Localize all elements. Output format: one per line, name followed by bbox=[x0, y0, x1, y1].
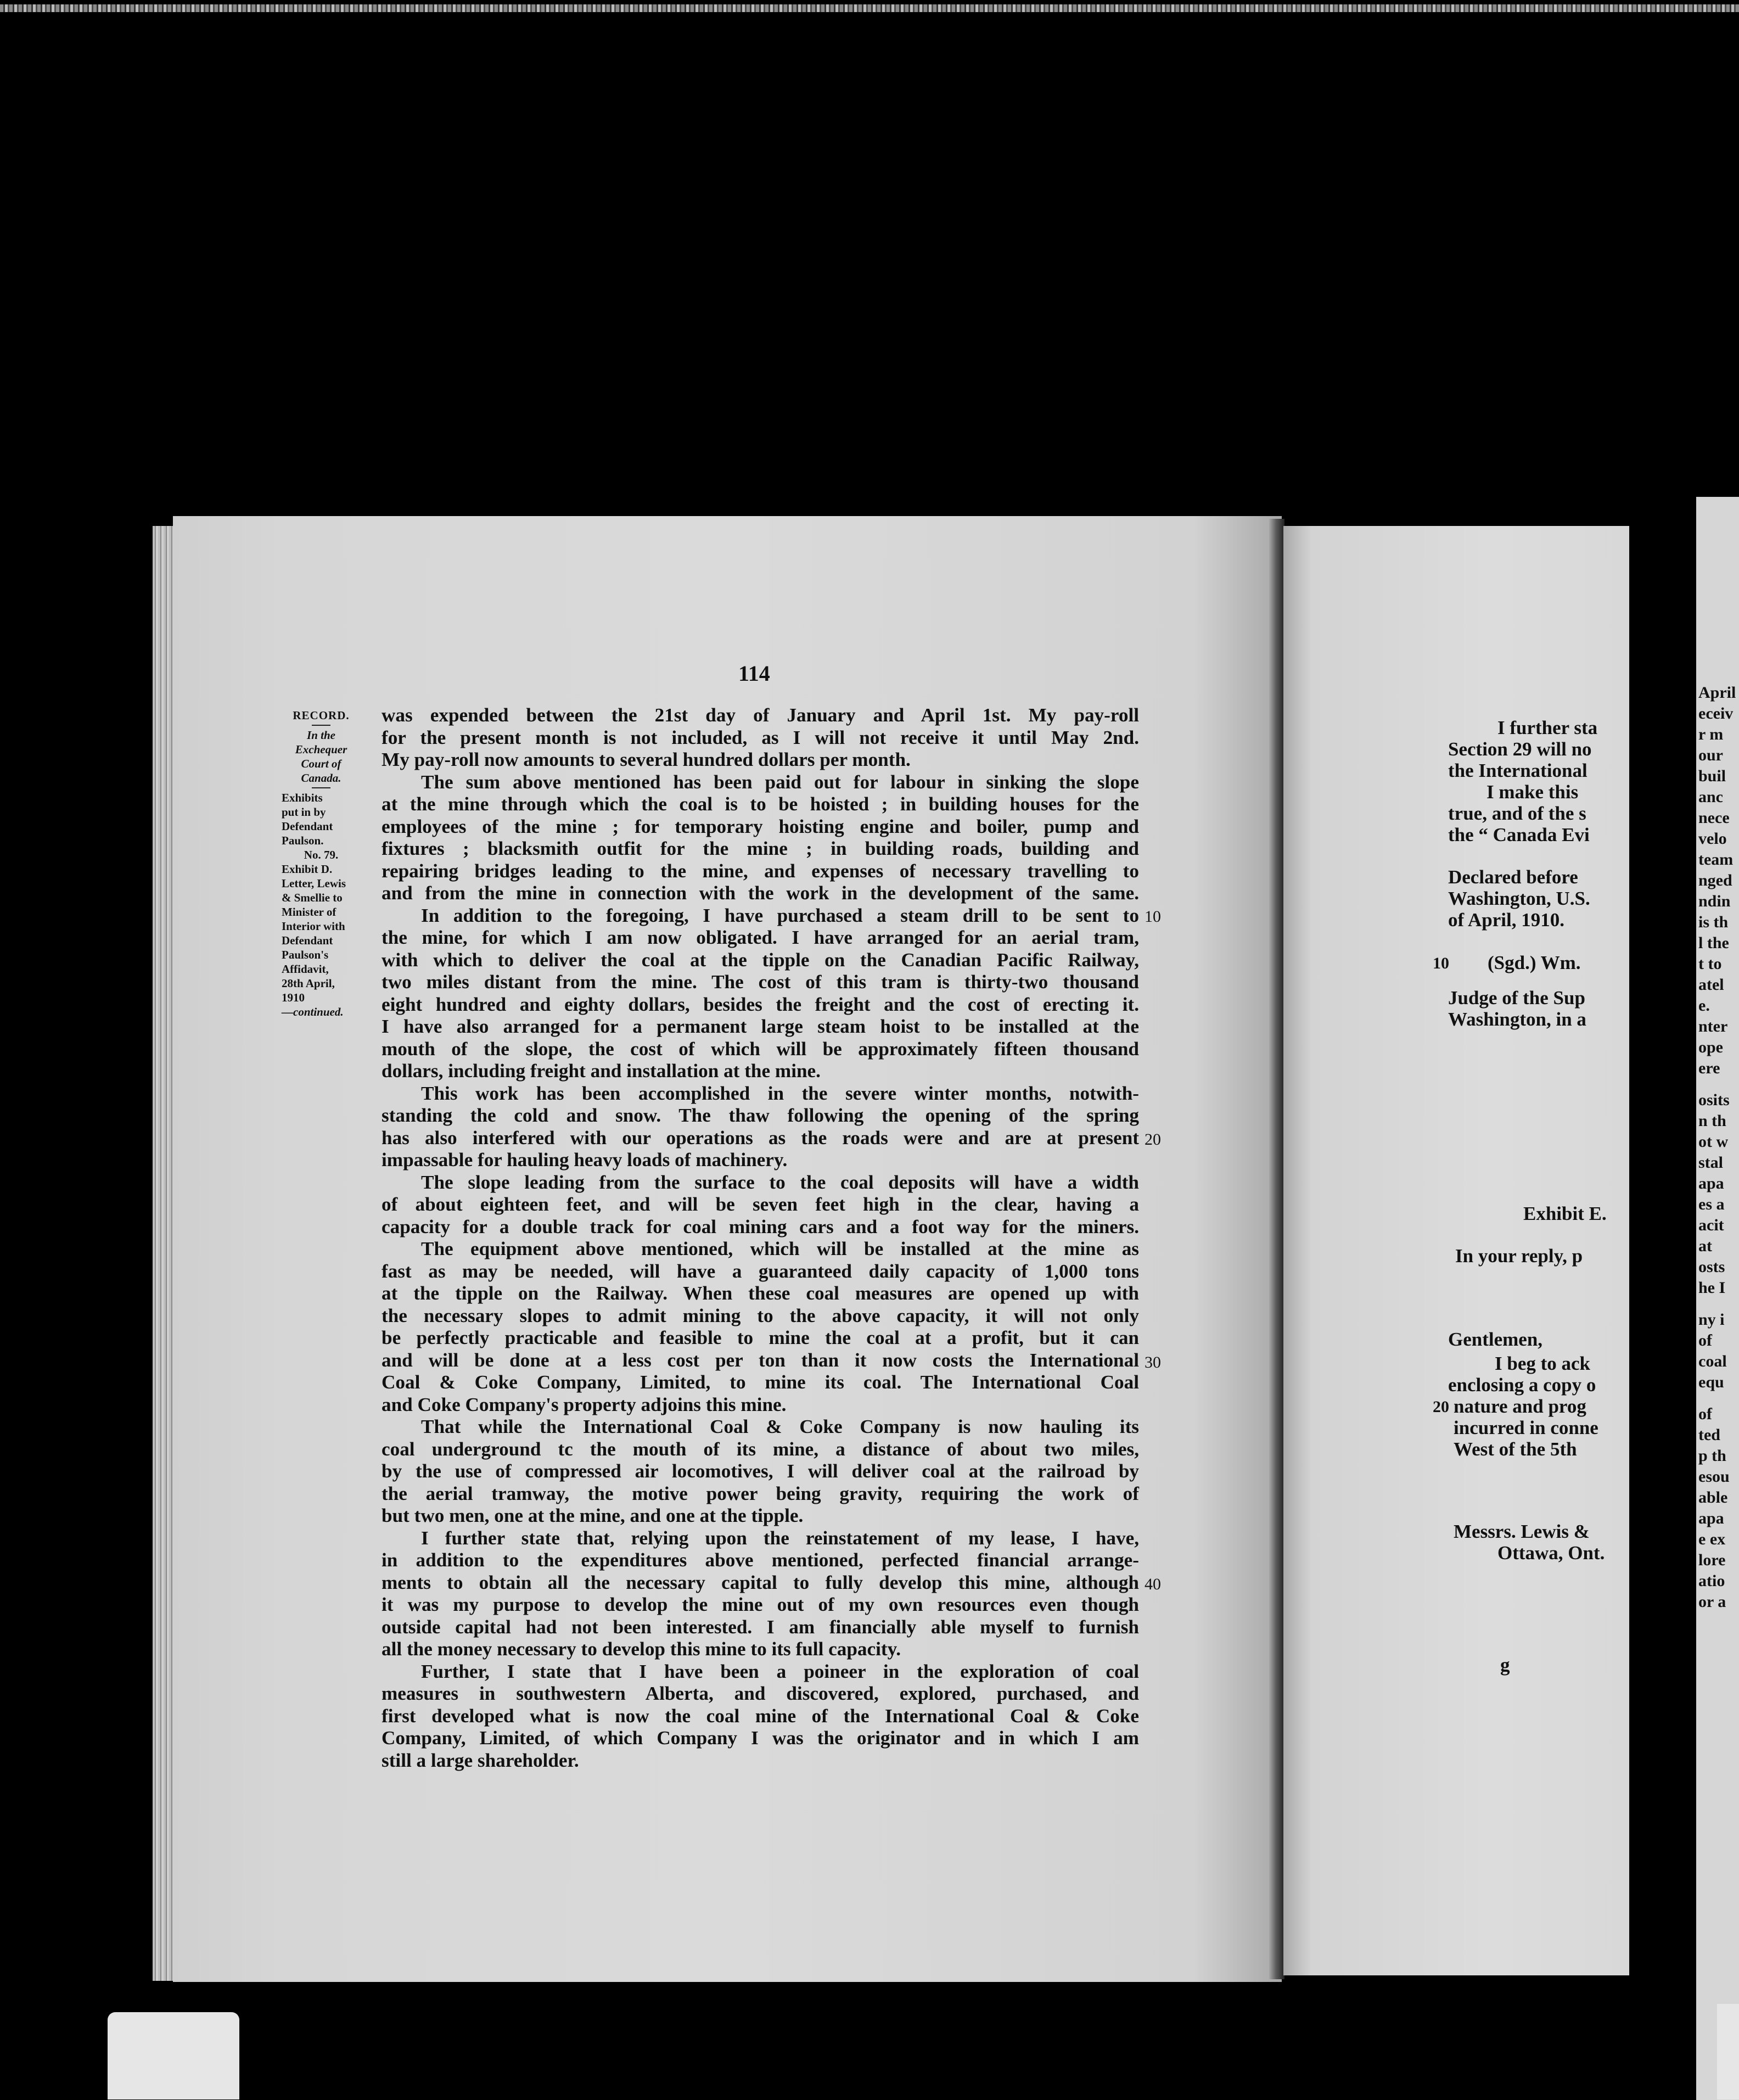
far-page-fragment: n th bbox=[1698, 1112, 1726, 1130]
right-page-line: I further sta bbox=[1497, 717, 1598, 738]
text-line: measures in southwestern Alberta, and discovered, explored, purchased, and bbox=[382, 1683, 1139, 1704]
text-line: fixtures ; blacksmith outfit for the mine ; in building roads, building and bbox=[382, 838, 1139, 859]
text-line: two miles distant from the mine. The cost of this tram is thirty-two thousand bbox=[382, 971, 1139, 993]
body-text bbox=[382, 704, 1139, 1772]
far-page-fragment: at bbox=[1698, 1237, 1712, 1255]
far-page-fragment: r m bbox=[1698, 725, 1724, 743]
far-page-fragment: acit bbox=[1698, 1216, 1724, 1234]
scan-edge-strip bbox=[0, 4, 1739, 12]
right-page-line: Judge of the Sup bbox=[1448, 987, 1585, 1009]
text-line: it was my purpose to develop the mine out of my own resources even though bbox=[382, 1594, 1139, 1615]
text-line: dollars, including freight and installation at the mine. bbox=[382, 1060, 821, 1082]
far-page-fragment: ny i bbox=[1698, 1311, 1725, 1329]
far-page-fragment: of bbox=[1698, 1405, 1712, 1423]
margin-note-exhibit-line: Exhibits bbox=[282, 791, 323, 804]
text-line: repairing bridges leading to the mine, and expenses of necessary travelling to bbox=[382, 860, 1139, 882]
far-page-fragment: ted bbox=[1698, 1426, 1720, 1444]
margin-note-exhibit-line: put in by bbox=[282, 805, 326, 819]
text-line: for the present month is not included, as I will not receive it until May 2nd. bbox=[382, 726, 1139, 748]
bottom-card-right bbox=[1717, 2004, 1739, 2099]
far-page-fragment: stal bbox=[1698, 1153, 1723, 1172]
right-page bbox=[1283, 526, 1629, 1975]
line-number: 20 bbox=[1145, 1130, 1161, 1149]
margin-note-record: RECORD. bbox=[293, 709, 350, 722]
right-page-line: the International bbox=[1448, 760, 1587, 781]
margin-note-exhibit-line: 1910 bbox=[282, 991, 305, 1004]
line-number: 10 bbox=[1145, 908, 1161, 926]
right-page-line: Gentlemen, bbox=[1448, 1329, 1543, 1350]
text-line: That while the International Coal & Coke Company is now hauling its bbox=[421, 1416, 1139, 1437]
text-line: in addition to the expenditures above mentioned, perfected financial arrange- bbox=[382, 1549, 1139, 1571]
right-page-line: incurred in conne bbox=[1454, 1417, 1598, 1438]
right-page-line: I make this bbox=[1486, 781, 1579, 803]
far-page-fragment: osts bbox=[1698, 1258, 1725, 1276]
far-page-fragment: ere bbox=[1698, 1059, 1720, 1077]
text-line: In addition to the foregoing, I have purchased a steam drill to be sent to bbox=[421, 904, 1139, 926]
text-line: the aerial tramway, the motive power being gravity, requiring the work of bbox=[382, 1482, 1139, 1504]
text-line: still a large shareholder. bbox=[382, 1749, 579, 1771]
margin-note-exhibit-line: No. 79. bbox=[304, 848, 339, 861]
far-page-fragment: nece bbox=[1698, 809, 1730, 827]
far-page-fragment: atel bbox=[1698, 976, 1724, 994]
text-line: The equipment above mentioned, which will be installed at the mine as bbox=[421, 1238, 1139, 1259]
far-page-fragment: e ex bbox=[1698, 1530, 1726, 1548]
right-page-line: of April, 1910. bbox=[1448, 909, 1564, 931]
far-page-fragment: lore bbox=[1698, 1551, 1726, 1569]
text-line: capacity for a double track for coal mining cars and a foot way for the miners. bbox=[382, 1216, 1139, 1237]
margin-rule bbox=[312, 787, 330, 788]
text-line: outside capital had not been interested. I am financially able myself to furnish bbox=[382, 1616, 1139, 1638]
text-line: I further state that, relying upon the reinstatement of my lease, I have, bbox=[421, 1527, 1139, 1549]
far-page-fragment: anc bbox=[1698, 788, 1723, 806]
far-page-fragment: equ bbox=[1698, 1373, 1724, 1391]
far-page-fragment: apa bbox=[1698, 1509, 1724, 1527]
text-line: employees of the mine ; for temporary hoisting engine and boiler, pump and bbox=[382, 815, 1139, 837]
far-page-fragment: of bbox=[1698, 1331, 1712, 1349]
page-stack-edge bbox=[153, 526, 175, 1981]
far-page-fragment: able bbox=[1698, 1488, 1728, 1507]
margin-note bbox=[277, 708, 365, 1019]
margin-note-exhibit-line: Exhibit D. bbox=[282, 863, 333, 876]
text-line: Company, Limited, of which Company I was the originator and in which I am bbox=[382, 1727, 1139, 1749]
far-page-fragment: our bbox=[1698, 746, 1723, 764]
right-page-line: Washington, U.S. bbox=[1448, 888, 1590, 909]
text-line: This work has been accomplished in the severe winter months, notwith- bbox=[421, 1082, 1139, 1104]
page-number: 114 bbox=[738, 661, 770, 686]
text-line: with which to deliver the coal at the tipple on the Canadian Pacific Railway, bbox=[382, 949, 1139, 971]
margin-note-exhibit-line: 28th April, bbox=[282, 977, 335, 990]
text-line: Coal & Coke Company, Limited, to mine its coal. The International Coal bbox=[382, 1371, 1139, 1393]
far-page-fragment: eceiv bbox=[1698, 704, 1734, 723]
far-page-fragment: es a bbox=[1698, 1195, 1725, 1213]
right-line-number: 10 bbox=[1433, 954, 1449, 972]
text-line: eight hundred and eighty dollars, besides the freight and the cost of erecting it. bbox=[382, 993, 1139, 1015]
text-line: The sum above mentioned has been paid out for labour in sinking the slope bbox=[421, 771, 1139, 793]
far-page-fragment: is th bbox=[1698, 913, 1729, 931]
right-line-number: 20 bbox=[1433, 1398, 1449, 1416]
text-line: by the use of compressed air locomotives, I will deliver coal at the railroad by bbox=[382, 1460, 1139, 1482]
far-page-fragment: t to bbox=[1698, 955, 1722, 973]
far-page-fragment: buil bbox=[1698, 767, 1726, 785]
margin-note-exhibit-line: Letter, Lewis bbox=[282, 877, 346, 890]
right-page-line: Ottawa, Ont. bbox=[1497, 1542, 1605, 1564]
far-page-fragment: apa bbox=[1698, 1174, 1724, 1192]
text-line: the necessary slopes to admit mining to the above capacity, it will not only bbox=[382, 1304, 1139, 1326]
margin-note-exhibit-line: Affidavit, bbox=[282, 962, 329, 976]
margin-note-exhibit-line: Paulson. bbox=[282, 834, 324, 847]
margin-note-exhibit-line: Defendant bbox=[282, 820, 333, 833]
text-line: ments to obtain all the necessary capital to fully develop this mine, although bbox=[382, 1571, 1139, 1593]
far-page-fragment: he I bbox=[1698, 1279, 1726, 1297]
text-line: and from the mine in connection with the work in the development of the same. bbox=[382, 882, 1139, 904]
margin-note-court-line: Court of bbox=[301, 757, 341, 770]
far-page-fragment: April bbox=[1698, 684, 1736, 702]
far-page-fragment: ndin bbox=[1698, 892, 1731, 910]
bottom-card bbox=[108, 2012, 239, 2099]
far-page-fragment: ot w bbox=[1698, 1133, 1729, 1151]
margin-note-exhibit-line: Paulson's bbox=[282, 948, 329, 961]
far-page-fragment: or a bbox=[1698, 1593, 1726, 1611]
right-page-line: enclosing a copy o bbox=[1448, 1374, 1596, 1396]
right-page-line: In your reply, p bbox=[1455, 1245, 1583, 1267]
right-page-line: West of the 5th bbox=[1454, 1438, 1577, 1460]
line-number: 40 bbox=[1145, 1575, 1161, 1593]
text-line: at the mine through which the coal is to be hoisted ; in building houses for the bbox=[382, 793, 1139, 815]
right-page-line: Washington, in a bbox=[1448, 1009, 1586, 1030]
far-page-fragment: atio bbox=[1698, 1572, 1725, 1590]
exhibit-heading: Exhibit E. bbox=[1523, 1203, 1607, 1224]
far-page-fragment: ope bbox=[1698, 1038, 1723, 1056]
margin-note-exhibit-line: Defendant bbox=[282, 934, 333, 947]
right-page-line: (Sgd.) Wm. bbox=[1488, 952, 1581, 973]
book-gutter bbox=[1268, 519, 1284, 1979]
text-line: and will be done at a less cost per ton than it now costs the International bbox=[382, 1349, 1139, 1371]
far-page-fragment: p th bbox=[1698, 1447, 1726, 1465]
text-line: be perfectly practicable and feasible to mine the coal at a profit, but it can bbox=[382, 1327, 1139, 1348]
right-page-line: Messrs. Lewis & bbox=[1454, 1521, 1590, 1542]
far-page-fragment: osits bbox=[1698, 1091, 1730, 1109]
text-line: Further, I state that I have been a poineer in the exploration of coal bbox=[421, 1660, 1139, 1682]
right-page-line: Section 29 will no bbox=[1448, 738, 1592, 760]
far-page-fragment: esou bbox=[1698, 1468, 1730, 1486]
far-page-fragment: velo bbox=[1698, 830, 1727, 848]
right-page-line: the “ Canada Evi bbox=[1448, 824, 1590, 845]
margin-note-exhibit-line: Interior with bbox=[282, 920, 345, 933]
text-line: standing the cold and snow. The thaw following the opening of the spring bbox=[382, 1105, 1139, 1126]
right-page-line: I beg to ack bbox=[1495, 1353, 1591, 1374]
far-page-fragment: l the bbox=[1698, 934, 1729, 952]
text-line: I have also arranged for a permanent large steam hoist to be installed at the bbox=[382, 1016, 1139, 1037]
far-page bbox=[1696, 497, 1739, 2100]
text-line: The slope leading from the surface to the coal deposits will have a width bbox=[421, 1171, 1139, 1193]
text-line: of about eighteen feet, and will be seven feet high in the clear, having a bbox=[382, 1194, 1139, 1215]
text-line: mouth of the slope, the cost of which will be approximately fifteen thousand bbox=[382, 1038, 1139, 1060]
text-line: has also interfered with our operations as the roads were and are at present bbox=[382, 1127, 1139, 1149]
text-line: and Coke Company's property adjoins this mine. bbox=[382, 1393, 787, 1415]
right-page-mark: g bbox=[1500, 1654, 1510, 1676]
text-line: impassable for hauling heavy loads of machinery. bbox=[382, 1149, 788, 1171]
text-line: first developed what is now the coal mine of the International Coal & Coke bbox=[382, 1705, 1139, 1727]
far-page-fragment: e. bbox=[1698, 996, 1710, 1015]
right-page-line: true, and of the s bbox=[1448, 803, 1586, 824]
right-page-line: Declared before bbox=[1448, 866, 1578, 888]
margin-note-court-line: In the bbox=[307, 729, 335, 742]
text-line: My pay-roll now amounts to several hundred dollars per month. bbox=[382, 749, 911, 770]
far-page-fragment: team bbox=[1698, 850, 1734, 869]
text-line: fast as may be needed, will have a guaranteed daily capacity of 1,000 tons bbox=[382, 1260, 1139, 1282]
line-number: 30 bbox=[1145, 1353, 1161, 1371]
text-line: coal underground tc the mouth of its mine, a distance of about two miles, bbox=[382, 1438, 1139, 1460]
margin-note-exhibit-line: Minister of bbox=[282, 905, 336, 919]
far-page-fragment: nged bbox=[1698, 871, 1732, 889]
text-line: was expended between the 21st day of January and April 1st. My pay-roll bbox=[382, 704, 1139, 726]
far-page-fragment: nter bbox=[1698, 1017, 1728, 1035]
far-page-fragment: coal bbox=[1698, 1352, 1727, 1370]
text-line: all the money necessary to develop this mine to its full capacity. bbox=[382, 1638, 901, 1660]
text-line: the mine, for which I am now obligated. I have arranged for an aerial tram, bbox=[382, 927, 1139, 948]
margin-note-court-line: Exchequer bbox=[295, 743, 347, 756]
margin-note-court-line: Canada. bbox=[301, 771, 341, 785]
text-line: but two men, one at the mine, and one at the tipple. bbox=[382, 1505, 804, 1526]
text-line: at the tipple on the Railway. When these coal measures are opened up with bbox=[382, 1283, 1139, 1304]
right-page-line: nature and prog bbox=[1454, 1396, 1586, 1417]
margin-note-exhibit-line: —continued. bbox=[282, 1005, 344, 1018]
margin-rule bbox=[312, 725, 330, 726]
margin-note-exhibit-line: & Smellie to bbox=[282, 891, 343, 904]
